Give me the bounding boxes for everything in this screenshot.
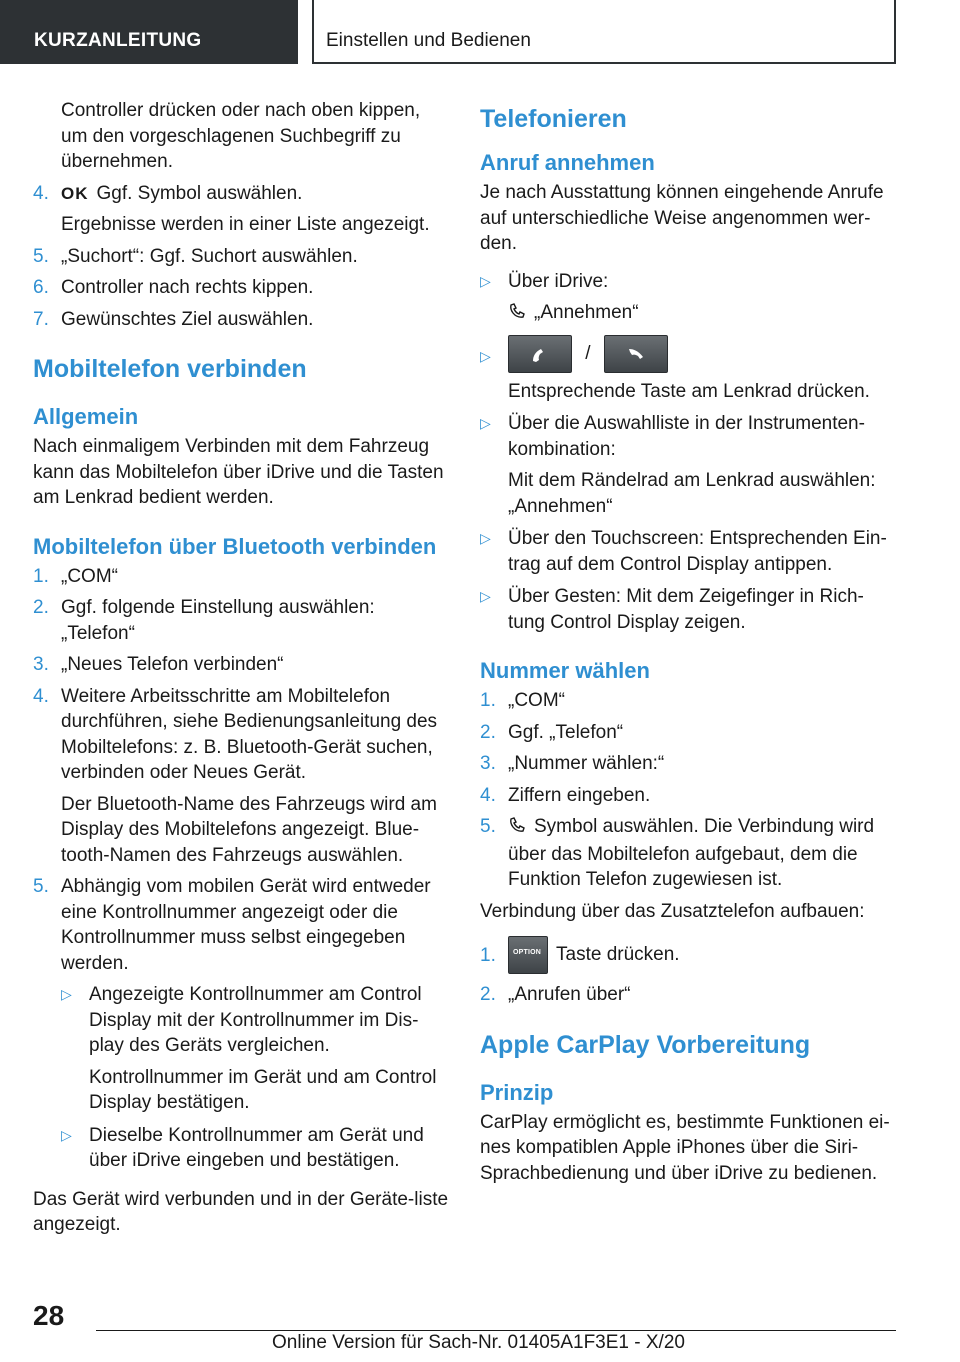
step-number: 6. (33, 277, 49, 298)
footer-divider (96, 1330, 896, 1331)
right-column (480, 98, 900, 1192)
bullet-item (480, 584, 900, 635)
page-number: 28 (33, 1300, 65, 1331)
step-item (33, 181, 451, 238)
prinzip-text: CarPlay ermöglicht es, bestimmte Funktionen ei-nes kompatiblen Apple iPhones über die Siri-Sprachbedienung und über iDrive zu bedienen. (480, 1111, 890, 1184)
triangle-bullet-icon: ▷ (480, 530, 491, 546)
step-note: Ergebnisse werden in einer Liste angezeigt. (61, 214, 430, 235)
step-number: 1. (33, 565, 49, 587)
left-column (33, 98, 451, 1244)
allgemein-text: Nach einmaligem Verbinden mit dem Fahrzeug kann das Mobiltelefon über iDrive und die Tasten am Lenkrad bedient werden. (33, 436, 444, 508)
step-item (33, 564, 451, 590)
bullet-item (61, 982, 451, 1116)
step-number: 2. (480, 721, 496, 743)
step-number: 1. (480, 690, 496, 711)
step-text: Taste drücken. (556, 944, 680, 966)
bullet-item (480, 269, 900, 328)
triangle-bullet-icon: ▷ (480, 272, 491, 289)
anruf-text: Je nach Ausstattung können eingehende Anrufe auf unterschiedliche Weise angenommen wer-den. (480, 182, 884, 254)
heading-nummer-waehlen: Nummer wählen (480, 658, 650, 683)
step-item (480, 751, 900, 777)
step-number: 7. (33, 308, 49, 330)
closing-text: Das Gerät wird verbunden und in der Geräte-liste angezeigt. (33, 1188, 449, 1235)
accept-call-button-icon (508, 335, 572, 373)
step-text: „COM“ (61, 565, 118, 587)
step-number: 5. (480, 816, 496, 837)
step-number: 2. (33, 597, 49, 618)
step-item (33, 684, 451, 869)
bullet-text: Über die Auswahlliste in der Instrumenten-kombination: (508, 413, 865, 460)
step-number: 5. (33, 245, 49, 267)
step-number: 4. (480, 784, 496, 806)
step-item (33, 595, 451, 646)
triangle-bullet-icon: ▷ (480, 415, 491, 431)
phone-icon (508, 816, 526, 842)
bullet-text: Über iDrive: (508, 270, 609, 292)
step-text: Ggf. folgende Einstellung auswählen: „Telefon“ (61, 597, 375, 644)
end-call-button-icon (604, 335, 668, 373)
step-text: „Neues Telefon verbinden“ (61, 654, 284, 675)
header-section-label: KURZANLEITUNG (34, 30, 202, 51)
step-number: 3. (480, 753, 496, 774)
intro-text: Controller drücken oder nach oben kippen, um den vorgeschlagenen Suchbegriff zu übernehmen. (61, 100, 421, 172)
step-text: Abhängig vom mobilen Gerät wird entweder eine Kontrollnummer angezeigt oder die Kontrollnummer muss selbst eingegeben werden. (61, 876, 431, 974)
triangle-bullet-icon: ▷ (480, 347, 491, 364)
step-item (480, 688, 900, 714)
step-text: Controller nach rechts kippen. (61, 277, 314, 298)
triangle-bullet-icon: ▷ (61, 986, 72, 1002)
heading-mobiltelefon: Mobiltelefon verbinden (33, 355, 307, 383)
bullet-item (480, 526, 900, 577)
separator: / (585, 342, 591, 364)
step-text: Ggf. „Telefon“ (508, 721, 624, 743)
bullet-note: Entsprechende Taste am Lenkrad drücken. (508, 380, 870, 402)
step-item (33, 652, 451, 678)
ok-icon: OK (61, 183, 89, 203)
header-section-tab (0, 0, 298, 64)
bullet-item (480, 411, 900, 519)
heading-anruf-annehmen: Anruf annehmen (480, 150, 655, 175)
step-item (33, 307, 451, 333)
step-number: 4. (33, 182, 49, 204)
bullet-note: „Annehmen“ (508, 495, 613, 517)
triangle-bullet-icon: ▷ (480, 588, 491, 604)
triangle-bullet-icon: ▷ (61, 1126, 72, 1143)
step-text: „Anrufen über“ (508, 984, 631, 1005)
step-item (33, 874, 451, 1181)
bullet-text: Über den Touchscreen: Entsprechenden Ein-trag auf dem Control Display antippen. (508, 528, 887, 575)
bullet-note: Kontrollnummer im Gerät und am Control Display bestätigen. (89, 1066, 437, 1113)
step-text: „Nummer wählen:“ (508, 753, 665, 774)
step-item (480, 936, 900, 976)
bullet-note: Mit dem Rändelrad am Lenkrad auswählen: (508, 470, 876, 491)
heading-carplay: Apple CarPlay Vorbereitung (480, 1030, 811, 1059)
option-button-icon: OPTION (508, 936, 548, 974)
step-number: 5. (33, 876, 49, 897)
heading-bluetooth: Mobiltelefon über Bluetooth verbinden (33, 533, 437, 559)
bullet-item (61, 1123, 451, 1174)
step-number: 4. (33, 685, 49, 707)
step-number: 3. (33, 654, 49, 675)
step-item (33, 275, 451, 301)
footer-text: Online Version für Sach-Nr. 01405A1F3E1 - X/20 (272, 1332, 685, 1353)
step-item (33, 244, 451, 270)
step-text: „Suchort“: Ggf. Suchort auswählen. (61, 245, 358, 267)
step-text: Symbol auswählen. Die Verbindung wird über das Mobiltelefon aufgebaut, dem die Funktion Telefon zugewiesen ist. (508, 816, 875, 890)
header-chapter-label: Einstellen und Bedienen (326, 30, 531, 51)
phone-icon (508, 302, 526, 328)
heading-telefonieren: Telefonieren (480, 105, 627, 133)
heading-allgemein: Allgemein (33, 404, 139, 429)
step-text: Ziffern eingeben. (508, 784, 651, 806)
step-text: Weitere Arbeitsschritte am Mobiltelefon durchführen, siehe Bedienungsanleitung des Mobiltelefons: z. B. Bluetooth-Gerät suchen, verbinden oder Neues Gerät. (61, 685, 438, 783)
bullet-note: „Annehmen“ (534, 302, 639, 323)
step-item (480, 814, 900, 893)
step-item (480, 783, 900, 809)
step-text: Gewünschtes Ziel auswählen. (61, 308, 314, 330)
step-text: „COM“ (508, 690, 565, 711)
bullet-item (480, 335, 900, 405)
step-note: Der Bluetooth-Name des Fahrzeugs wird am Display des Mobiltelefons angezeigt. Blue-tooth-Namen des Fahrzeugs auswählen. (61, 793, 437, 866)
bullet-text: Über Gesten: Mit dem Zeigefinger in Rich-tung Control Display zeigen. (508, 586, 864, 633)
step-item (480, 982, 900, 1008)
heading-prinzip: Prinzip (480, 1079, 554, 1105)
step-number: 2. (480, 984, 496, 1005)
header-chapter-box (312, 0, 896, 64)
step-number: 1. (480, 945, 496, 966)
bullet-text: Dieselbe Kontrollnummer am Gerät und über iDrive eingeben und bestätigen. (89, 1124, 424, 1171)
zusatz-text: Verbindung über das Zusatztelefon aufbauen: (480, 900, 865, 922)
bullet-text: Angezeigte Kontrollnummer am Control Display mit der Kontrollnummer im Dis-play des Geräts vergleichen. (89, 984, 422, 1056)
step-text: Ggf. Symbol auswählen. (96, 182, 303, 204)
step-item (480, 720, 900, 746)
